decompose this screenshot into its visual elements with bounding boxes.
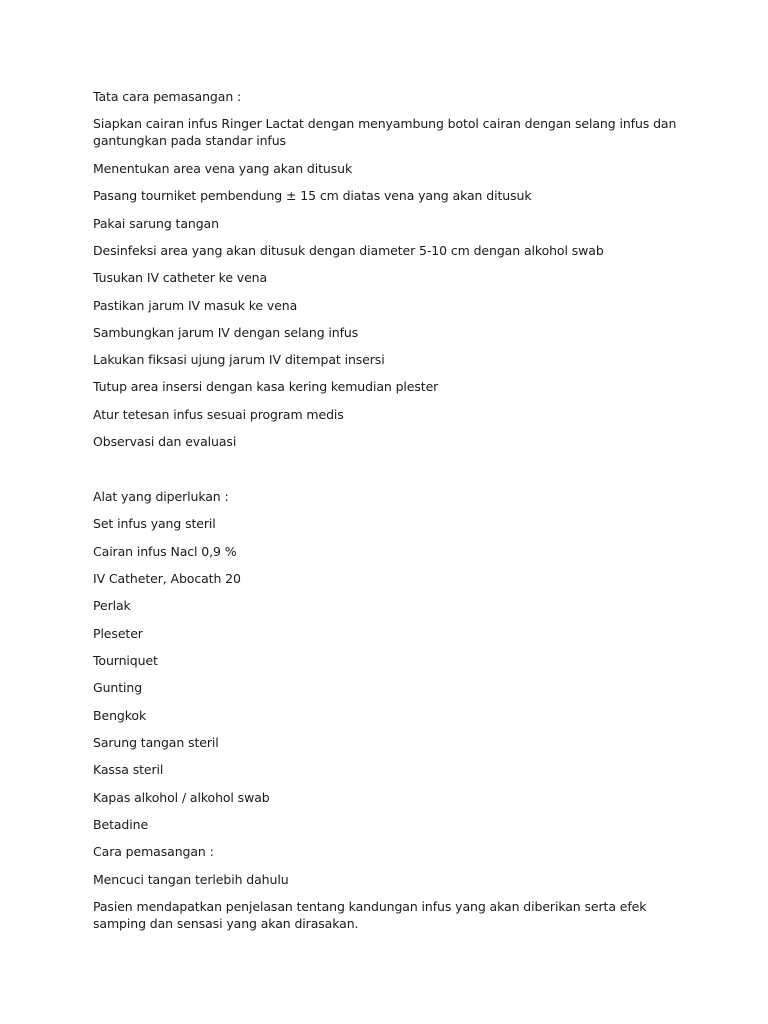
tool-item: Betadine <box>93 817 149 832</box>
procedure-step: Observasi dan evaluasi <box>93 434 237 449</box>
tool-item: Cairan infus Nacl 0,9 % <box>93 544 237 559</box>
tool-item: IV Catheter, Abocath 20 <box>93 571 241 586</box>
procedure-step: Desinfeksi area yang akan ditusuk dengan diameter 5-10 cm dengan alkohol swab <box>93 243 604 258</box>
procedure-step: Sambungkan jarum IV dengan selang infus <box>93 325 359 340</box>
method-step: Pasien mendapatkan penjelasan tentang kandungan infus yang akan diberikan serta efek samping dan sensasi yang akan dirasakan. <box>93 899 647 931</box>
procedure-step: Pasang tourniket pembendung ± 15 cm diatas vena yang akan ditusuk <box>93 188 532 203</box>
procedure-heading: Tata cara pemasangan : <box>93 89 242 104</box>
procedure-step: Pakai sarung tangan <box>93 216 219 231</box>
procedure-step: Pastikan jarum IV masuk ke vena <box>93 298 298 313</box>
tools-heading: Alat yang diperlukan : <box>93 489 229 504</box>
tool-item: Bengkok <box>93 708 147 723</box>
tool-item: Tourniquet <box>93 653 158 668</box>
tool-item: Set infus yang steril <box>93 516 216 531</box>
method-step: Mencuci tangan terlebih dahulu <box>93 872 289 887</box>
method-heading: Cara pemasangan : <box>93 844 214 859</box>
tool-item: Gunting <box>93 680 143 695</box>
tool-item: Pleseter <box>93 626 143 641</box>
procedure-step: Siapkan cairan infus Ringer Lactat dengan menyambung botol cairan dengan selang infus dan gantungkan pada standar infus <box>93 116 677 148</box>
procedure-step: Tusukan IV catheter ke vena <box>93 270 268 285</box>
procedure-step: Lakukan fiksasi ujung jarum IV ditempat insersi <box>93 352 385 367</box>
tool-item: Sarung tangan steril <box>93 735 219 750</box>
tool-item: Perlak <box>93 598 131 613</box>
tool-item: Kapas alkohol / alkohol swab <box>93 790 270 805</box>
procedure-step: Menentukan area vena yang akan ditusuk <box>93 161 353 176</box>
tool-item: Kassa steril <box>93 762 164 777</box>
procedure-step: Atur tetesan infus sesuai program medis <box>93 407 344 422</box>
procedure-step: Tutup area insersi dengan kasa kering kemudian plester <box>93 379 439 394</box>
